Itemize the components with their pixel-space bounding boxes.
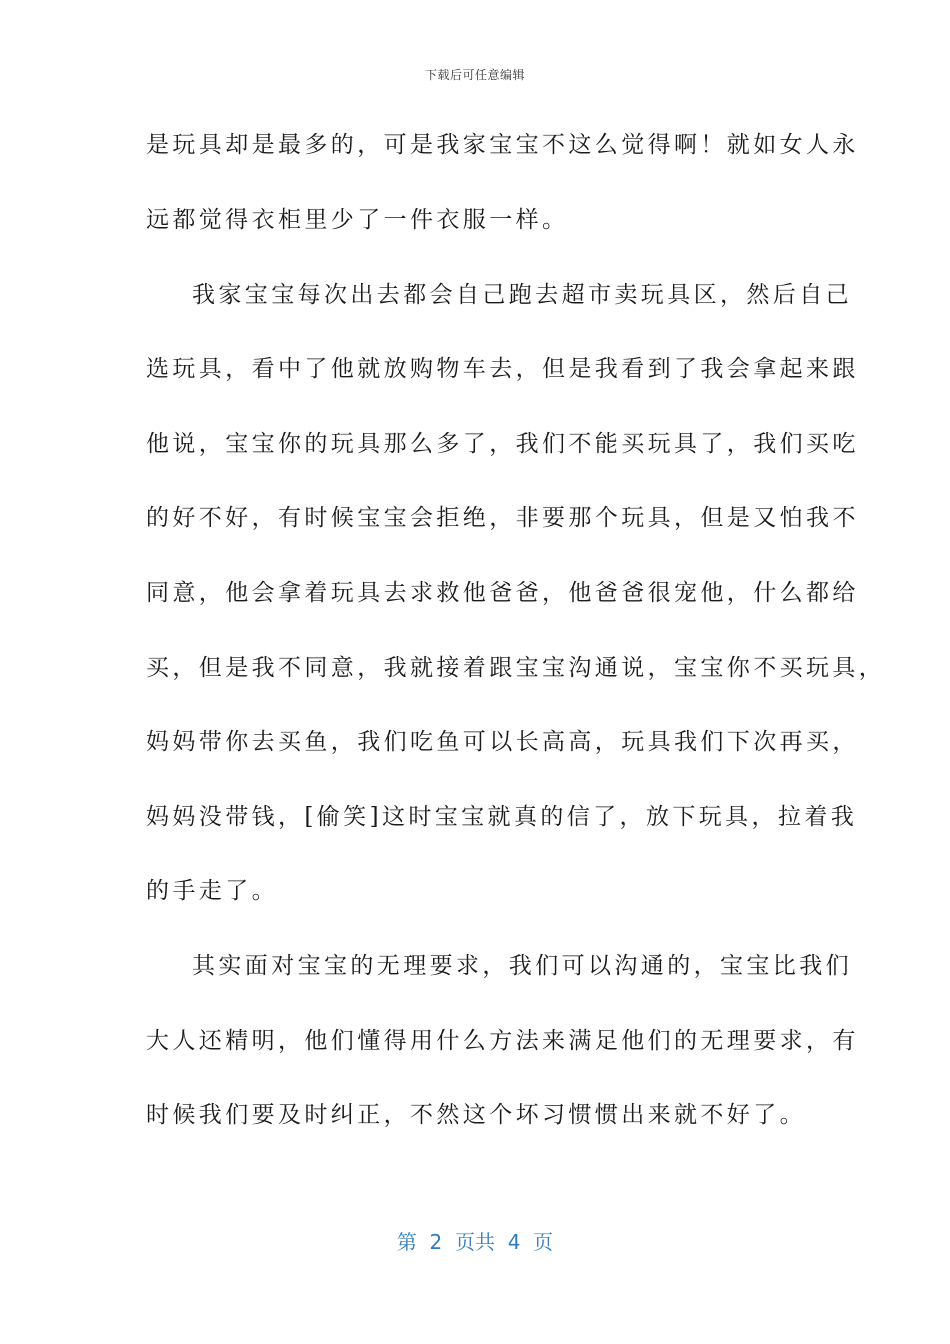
paragraph-2-line-9: 的手走了。: [146, 878, 278, 904]
paragraph-2-line-6: 买，但是我不同意，我就接着跟宝宝沟通说，宝宝你不买玩具，: [146, 655, 886, 681]
paragraph-2-line-2: 选玩具，看中了他就放购物车去，但是我看到了我会拿起来跟: [146, 356, 859, 382]
paragraph-3-line-1: 其实面对宝宝的无理要求，我们可以沟通的，宝宝比我们: [192, 953, 852, 979]
header-note: 下载后可任意编辑: [424, 68, 525, 82]
paragraph-2-line-7: 妈妈带你去买鱼，我们吃鱼可以长高高，玩具我们下次再买，: [146, 729, 859, 755]
paragraph-2-line-4: 的好不好，有时候宝宝会拒绝，非要那个玩具，但是又怕我不: [146, 505, 859, 531]
page-number-footer: 第 2 页共 4 页: [396, 1230, 554, 1254]
paragraph-1-line-2: 远都觉得衣柜里少了一件衣服一样。: [146, 207, 569, 233]
paragraph-3-line-2: 大人还精明，他们懂得用什么方法来满足他们的无理要求，有: [146, 1028, 859, 1054]
paragraph-3-line-3: 时候我们要及时纠正，不然这个坏习惯惯出来就不好了。: [146, 1102, 806, 1128]
paragraph-2-line-1: 我家宝宝每次出去都会自己跑去超市卖玩具区，然后自己: [192, 282, 852, 308]
paragraph-1-line-1: 是玩具却是最多的，可是我家宝宝不这么觉得啊！就如女人永: [146, 132, 859, 158]
paragraph-2-line-5: 同意，他会拿着玩具去求救他爸爸，他爸爸很宠他，什么都给: [146, 580, 859, 606]
paragraph-2-line-3: 他说，宝宝你的玩具那么多了，我们不能买玩具了，我们买吃: [146, 431, 859, 457]
paragraph-2-line-8: 妈妈没带钱，[偷笑]这时宝宝就真的信了，放下玩具，拉着我: [146, 804, 858, 830]
